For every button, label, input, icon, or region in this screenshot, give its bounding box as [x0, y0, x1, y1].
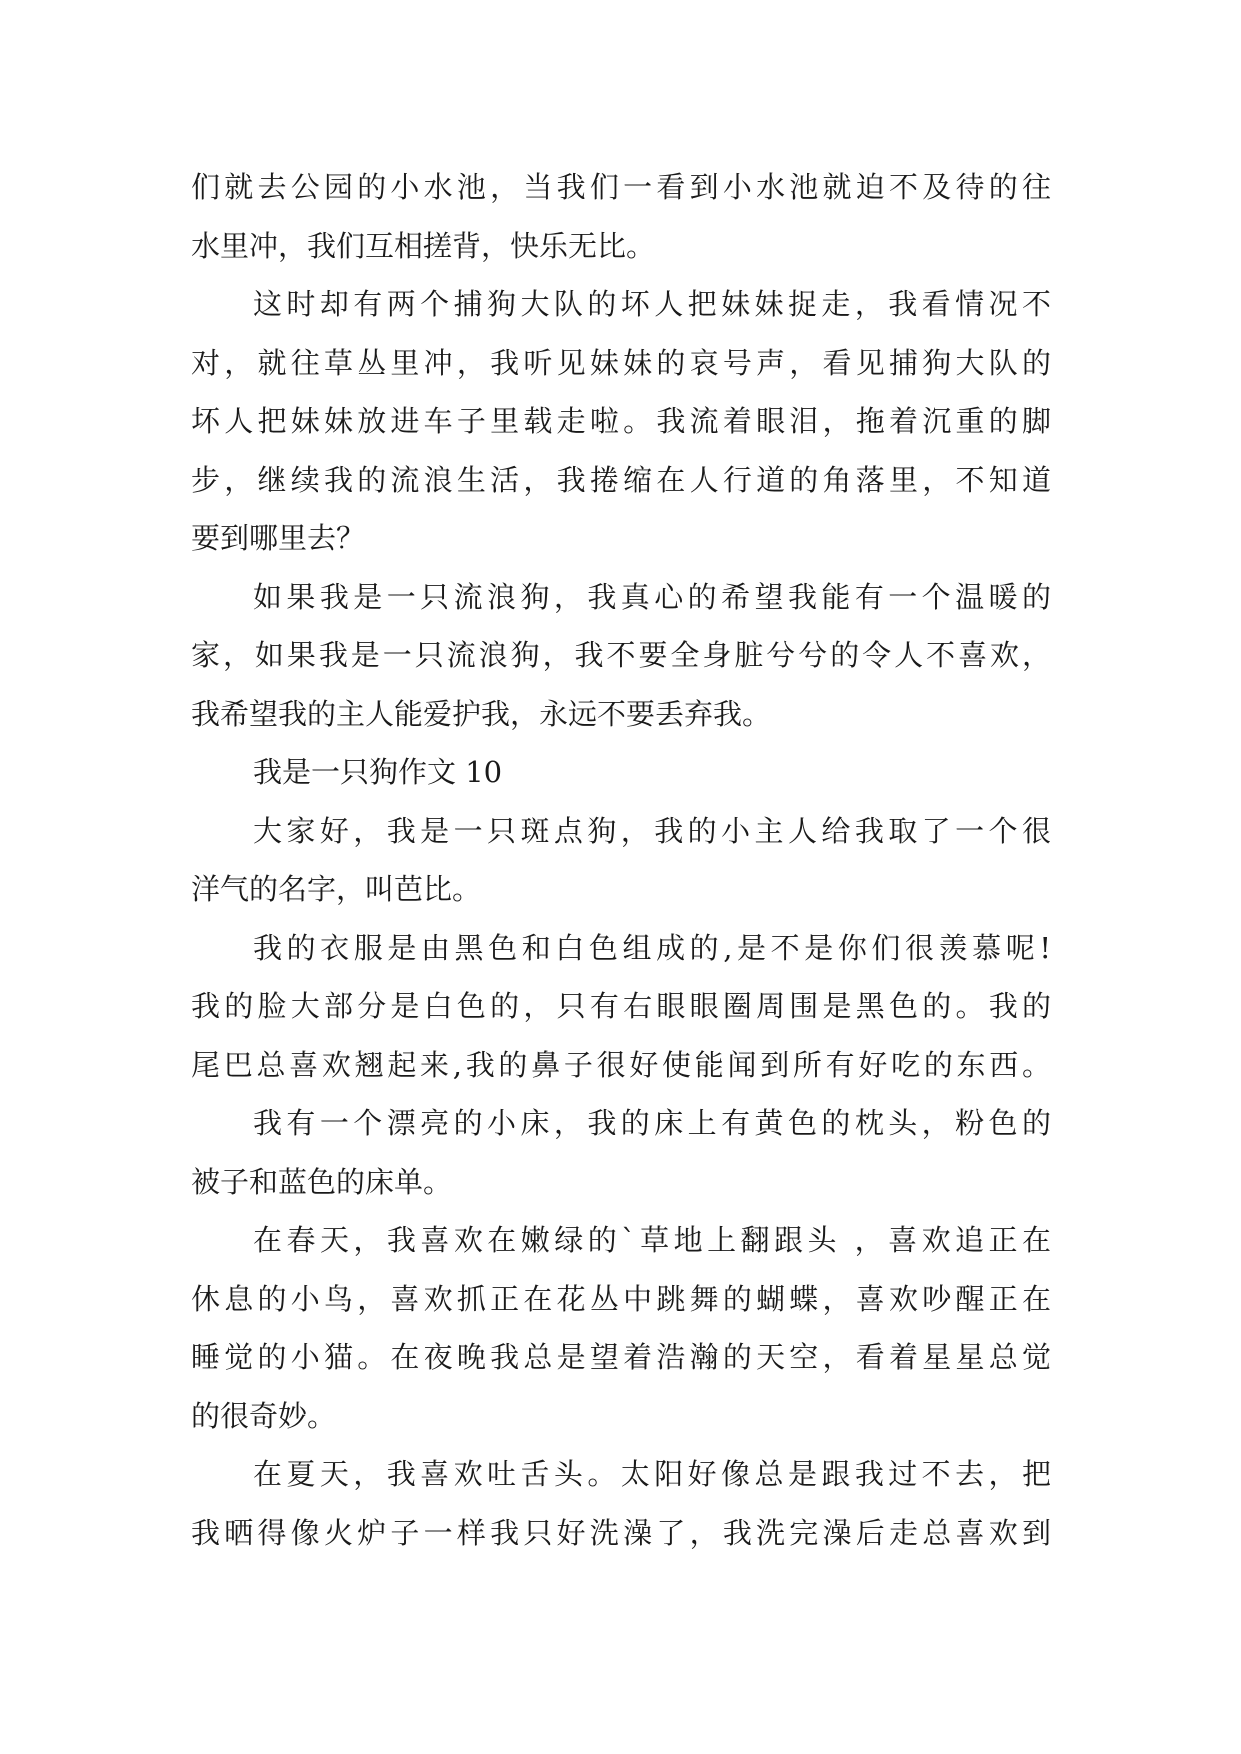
section-heading: 我是一只狗作文 10	[253, 755, 503, 789]
text-line: 们就去公园的小水池，当我们一看到小水池就迫不及待的往	[191, 170, 1051, 204]
text-line: 如果我是一只流浪狗，我真心的希望我能有一个温暖的	[253, 579, 1051, 614]
text-line: 睡觉的小猫。在夜晚我总是望着浩瀚的天空，看着星星总觉	[191, 1340, 1051, 1374]
text-line: 我晒得像火炉子一样我只好洗澡了，我洗完澡后走总喜欢到	[191, 1515, 1051, 1550]
text-line: 我有一个漂亮的小床，我的床上有黄色的枕头，粉色的	[253, 1106, 1051, 1140]
text-line: 要到哪里去？	[191, 521, 366, 555]
text-line: 休息的小鸟，喜欢抓正在花丛中跳舞的蝴蝶，喜欢吵醒正在	[191, 1281, 1051, 1316]
text-line: 洋气的名字，叫芭比。	[191, 872, 482, 906]
text-line: 这时却有两个捕狗大队的坏人把妹妹捉走，我看情况不	[253, 287, 1051, 321]
text-line: 对，就往草丛里冲，我听见妹妹的哀号声，看见捕狗大队的	[191, 345, 1051, 380]
text-line: 大家好，我是一只斑点狗，我的小主人给我取了一个很	[253, 813, 1051, 848]
text-line: 在夏天，我喜欢吐舌头。太阳好像总是跟我过不去，把	[253, 1457, 1051, 1491]
text-line: 我希望我的主人能爱护我，永远不要丢弃我。	[191, 696, 772, 731]
text-line: 步，继续我的流浪生活，我捲缩在人行道的角落里，不知道	[191, 462, 1051, 497]
text-line: 在春天，我喜欢在嫩绿的`草地上翻跟头 ，喜欢追正在	[253, 1223, 1051, 1257]
document-body	[191, 158, 1051, 1562]
text-line: 尾巴总喜欢翘起来,我的鼻子很好使能闻到所有好吃的东西。	[191, 1047, 1051, 1082]
text-line: 我的脸大部分是白色的，只有右眼眼圈周围是黑色的。我的	[191, 989, 1051, 1023]
text-line: 坏人把妹妹放进车子里载走啦。我流着眼泪，拖着沉重的脚	[191, 404, 1051, 438]
text-line: 的很奇妙。	[191, 1398, 337, 1433]
text-line: 被子和蓝色的床单。	[191, 1164, 453, 1199]
text-line: 家，如果我是一只流浪狗，我不要全身脏兮兮的令人不喜欢，	[191, 638, 1051, 672]
text-line: 水里冲，我们互相搓背，快乐无比。	[191, 228, 656, 263]
text-line: 我的衣服是由黑色和白色组成的,是不是你们很羡慕呢!	[253, 930, 1051, 965]
